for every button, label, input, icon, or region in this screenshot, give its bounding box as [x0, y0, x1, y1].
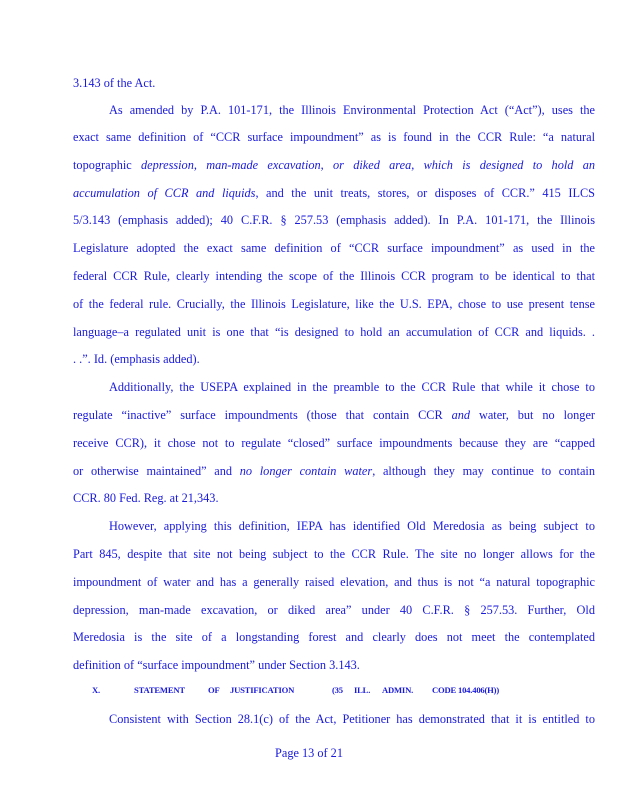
text-line — [73, 240, 595, 256]
heading-word: ADMIN. — [382, 685, 414, 695]
emphasis-text: no longer contain water — [239, 464, 373, 478]
text-segment: CCR. 80 Fed. Reg. at 21,343. — [73, 491, 219, 505]
text-segment: , although they may continue to contain — [372, 464, 595, 478]
text-segment: receive CCR), it chose not to regulate “closed” surface impoundments because they are “capped — [73, 436, 595, 450]
text-segment: However, applying this definition, IEPA has identified Old Meredosia as being subject to — [109, 519, 595, 533]
emphasis-text: accumulation of CCR and liquids — [73, 186, 256, 200]
text-segment: language–a regulated unit is one that “is designed to hold an accumulation of CCR and liquids. . — [73, 325, 595, 339]
text-segment: Legislature adopted the exact same definition of “CCR surface impoundment” as used in the — [73, 241, 595, 255]
text-segment: . .”. Id. (emphasis added). — [73, 352, 200, 366]
text-line — [73, 75, 595, 91]
text-segment: , and the unit treats, stores, or disposes of CCR.” 415 ILCS — [255, 186, 595, 200]
heading-word: (35 — [332, 685, 343, 695]
text-line — [73, 324, 595, 340]
text-segment: federal CCR Rule, clearly intending the scope of the Illinois CCR program to be identical to that — [73, 269, 595, 283]
text-segment: Additionally, the USEPA explained in the preamble to the CCR Rule that while it chose to — [109, 380, 595, 394]
text-line — [73, 490, 595, 506]
text-line — [73, 212, 595, 228]
text-segment: 5/3.143 (emphasis added); 40 C.F.R. § 257.53 (emphasis added). In P.A. 101-171, the Illinois — [73, 213, 595, 227]
text-segment: 3.143 of the Act. — [73, 76, 156, 90]
emphasis-text: depression, man-made excavation, or diked area, which is designed to hold an — [141, 158, 595, 172]
heading-word: JUSTIFICATION — [230, 685, 295, 695]
text-segment: water, but no longer — [470, 408, 595, 422]
text-segment: or otherwise maintained” and — [73, 464, 240, 478]
text-line — [109, 379, 595, 395]
text-line — [73, 407, 595, 423]
text-line — [73, 185, 595, 201]
text-line — [73, 435, 595, 451]
text-line — [73, 657, 595, 673]
text-line — [73, 351, 595, 367]
text-line — [73, 629, 595, 645]
heading-word: ILL. — [354, 685, 371, 695]
heading-word: OF — [208, 685, 220, 695]
heading-word: CODE 104.406(H)) — [432, 685, 499, 695]
text-segment: Meredosia is the site of a longstanding forest and clearly does not meet the contemplated — [73, 630, 595, 644]
emphasis-text: and — [451, 408, 471, 422]
text-segment: As amended by P.A. 101-171, the Illinois Environmental Protection Act (“Act”), uses the — [109, 103, 595, 117]
text-line — [73, 296, 595, 312]
text-segment: definition of “surface impoundment” under Section 3.143. — [73, 658, 360, 672]
text-segment: depression, man-made excavation, or diked area” under 40 C.F.R. § 257.53. Further, Old — [73, 603, 595, 617]
text-line — [73, 268, 595, 284]
text-line — [73, 129, 595, 145]
text-line — [109, 102, 595, 118]
page-number-footer: Page 13 of 21 — [275, 746, 343, 760]
text-line — [73, 602, 595, 618]
heading-word: STATEMENT — [134, 685, 185, 695]
text-segment: of the federal rule. Crucially, the Illinois Legislature, like the U.S. EPA, chose to use present tense — [73, 297, 595, 311]
text-line — [73, 574, 595, 590]
text-segment: topographic — [73, 158, 142, 172]
text-segment: regulate “inactive” surface impoundments (those that contain CCR — [73, 408, 452, 422]
text-segment: exact same definition of “CCR surface impoundment” as is found in the CCR Rule: “a natural — [73, 130, 595, 144]
text-segment: Consistent with Section 28.1(c) of the Act, Petitioner has demonstrated that it is entitled to — [109, 712, 595, 726]
text-line — [109, 518, 595, 534]
text-line — [109, 711, 595, 727]
section-number: X. — [92, 685, 100, 695]
text-segment: Part 845, despite that site not being subject to the CCR Rule. The site no longer allows for the — [73, 547, 595, 561]
text-segment: impoundment of water and has a generally raised elevation, and thus is not “a natural topographic — [73, 575, 595, 589]
text-line — [73, 157, 595, 173]
text-line — [73, 463, 595, 479]
text-line — [73, 546, 595, 562]
